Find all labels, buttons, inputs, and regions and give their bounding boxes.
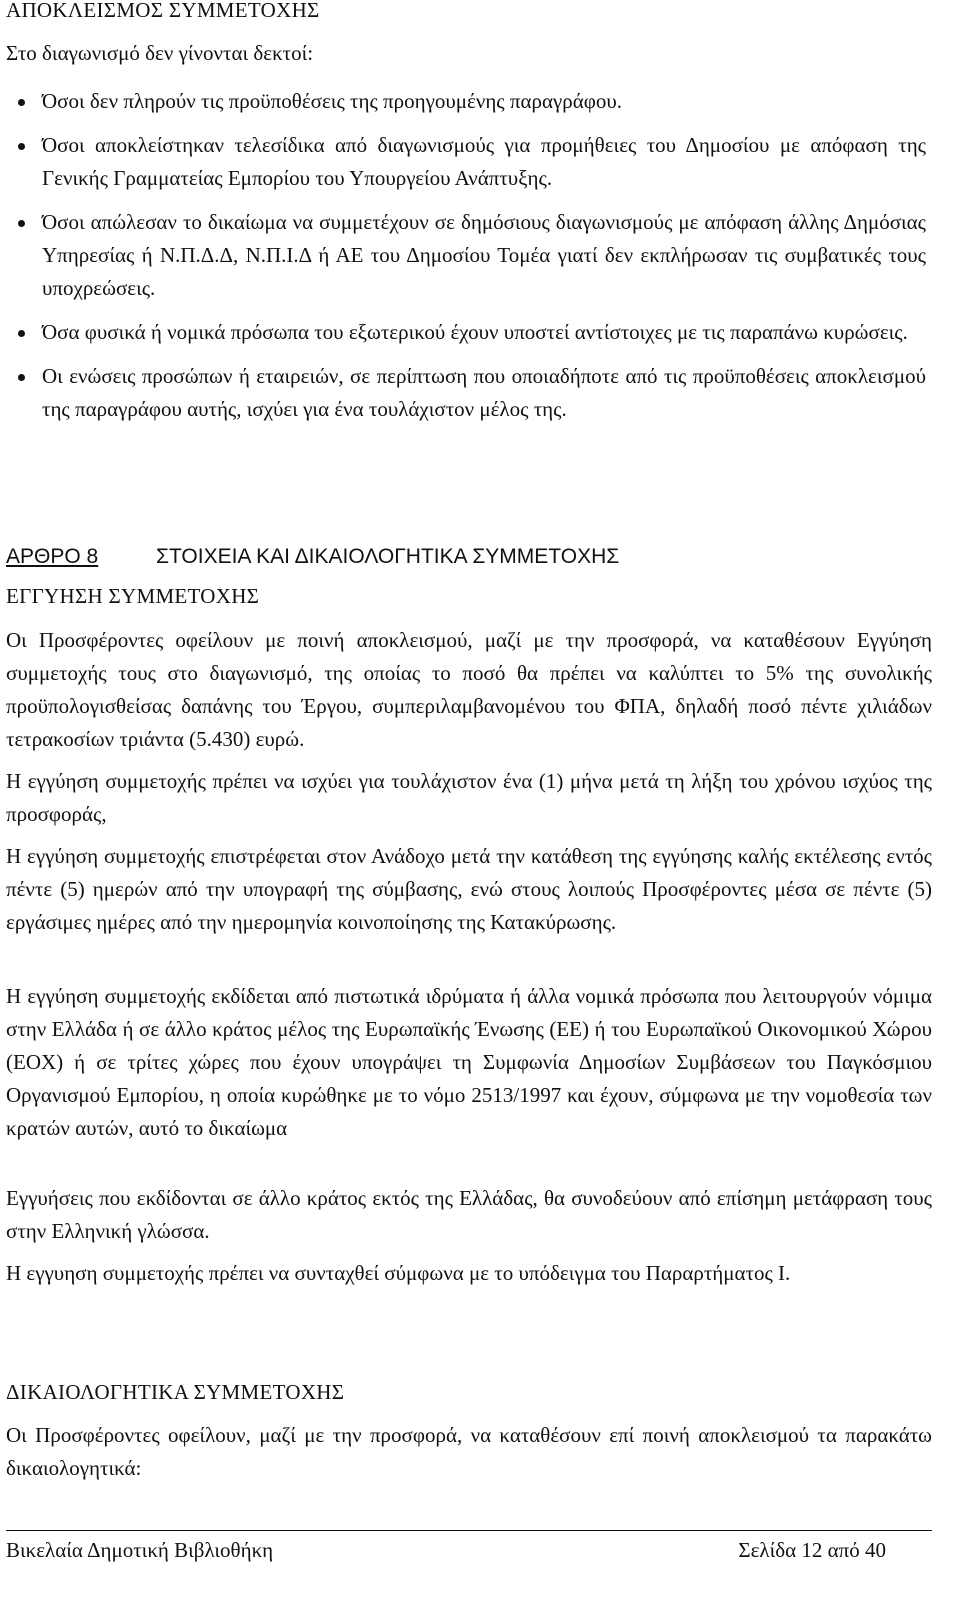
exclusion-bullet-list [0,85,960,437]
bullet-icon [18,220,25,227]
guarantee-paragraph: Εγγυήσεις που εκδίδονται σε άλλο κράτος εκτός της Ελλάδας, θα συνοδεύουν από επίσημη μετάφραση τους στην Ελληνική γλώσσα. [6,1186,932,1243]
documents-paragraph: Οι Προσφέροντες οφείλουν, μαζί με την προσφορά, να καταθέσουν επί ποινή αποκλεισμού τα παρακάτω δικαιολογητικά: [6,1423,932,1480]
exclusion-heading: ΑΠΟΚΛΕΙΣΜΟΣ ΣΥΜΜΕΤΟΧΗΣ [6,0,320,22]
bullet-icon [18,143,25,150]
guarantee-paragraph: Η εγγύηση συμμετοχής εκδίδεται από πιστωτικά ιδρύματα ή άλλα νομικά πρόσωπα που λειτουργούν νόμιμα στην Ελλάδα ή σε άλλο κράτος μέλος της Ευρωπαϊκής Ένωσης (ΕΕ) ή του Ευρωπαϊκού Οικονομικού Χώρου (ΕΟΧ) ή σε τρίτες χώρες που έχουν υπογράψει τη Συμφωνία Δημοσίων Συμβάσεων του Παγκόσμιου Οργανισμού Εμπορίου, η οποία κυρώθηκε με το νόμο 2513/1997 και έχουν, σύμφωνα με την νομοθεσία των κρατών αυτών, αυτό το δικαίωμα [6,984,932,1140]
bullet-icon [18,330,25,337]
article-title: ΣΤΟΙΧΕΙΑ ΚΑΙ ΔΙΚΑΙΟΛΟΓΗΤΙΚΑ ΣΥΜΜΕΤΟΧΗΣ [156,545,620,568]
list-item-text: Όσοι αποκλείστηκαν τελεσίδικα από διαγωνισμούς για προμήθειες του Δημοσίου με απόφαση της Γενικής Γραμματείας Εμπορίου του Υπουργείου Ανάπτυξης. [42,133,926,190]
list-item-text: Όσοι απώλεσαν το δικαίωμα να συμμετέχουν σε δημόσιους διαγωνισμούς με απόφαση άλλης Δημόσιας Υπηρεσίας ή Ν.Π.Δ.Δ, Ν.Π.Ι.Δ ή ΑΕ του Δημοσίου Τομέα γιατί δεν εκπλήρωσαν τις συμβατικές τους υποχρεώσεις. [42,210,926,300]
list-item [0,129,926,195]
list-item-text: Όσα φυσικά ή νομικά πρόσωπα του εξωτερικού έχουν υποστεί αντίστοιχες με τις παραπάνω κυρώσεις. [42,320,908,344]
guarantee-paragraph: Η εγγύηση συμμετοχής επιστρέφεται στον Ανάδοχο μετά την κατάθεση της εγγύησης καλής εκτέλεσης εντός πέντε (5) ημερών από την υπογραφή της σύμβασης, ενώ στους λοιπούς Προσφέροντες μέσα σε πέντε (5) εργάσιμες ημέρες από την ημερομηνία κοινοποίησης της Κατακύρωσης. [6,844,932,934]
documents-heading: ΔΙΚΑΙΟΛΟΓΗΤΙΚΑ ΣΥΜΜΕΤΟΧΗΣ [6,1380,345,1404]
list-item [0,85,926,118]
list-item-text: Όσοι δεν πληρούν τις προϋποθέσεις της προηγουμένης παραγράφου. [42,89,622,113]
bullet-icon [18,99,25,106]
list-item [0,360,926,426]
list-item-text: Οι ενώσεις προσώπων ή εταιρειών, σε περίπτωση που οποιαδήποτε από τις προϋποθέσεις αποκλεισμού της παραγράφου αυτής, ισχύει για ένα τουλάχιστον μέλος της. [42,364,926,421]
footer-divider [6,1530,932,1531]
footer-page-number: Σελίδα 12 από 40 [738,1538,886,1562]
article-heading [6,540,932,573]
list-item [0,206,926,305]
exclusion-intro: Στο διαγωνισμό δεν γίνονται δεκτοί: [6,41,314,65]
guarantee-heading: ΕΓΓΥΗΣΗ ΣΥΜΜΕΤΟΧΗΣ [6,584,260,608]
footer-library-name: Βικελαία Δημοτική Βιβλιοθήκη [6,1538,274,1562]
list-item [0,316,926,349]
guarantee-paragraph: Η εγγυηση συμμετοχής πρέπει να συνταχθεί σύμφωνα με το υπόδειγμα του Παραρτήματος Ι. [6,1261,791,1285]
guarantee-paragraph: Οι Προσφέροντες οφείλουν με ποινή αποκλεισμού, μαζί με την προσφορά, να καταθέσουν Εγγύηση συμμετοχής τους στο διαγωνισμό, της οποίας το ποσό θα πρέπει να καλύπτει το 5% της συνολικής προϋπολογισθείσας δαπάνης του Έργου, συμπεριλαμβανομένου του ΦΠΑ, δηλαδή ποσό πέντε χιλιάδων τετρακοσίων τριάντα (5.430) ευρώ. [6,628,932,751]
guarantee-paragraph: Η εγγύηση συμμετοχής πρέπει να ισχύει για τουλάχιστον ένα (1) μήνα μετά τη λήξη του χρόνου ισχύος της προσφοράς, [6,769,932,826]
article-number: ΑΡΘΡΟ 8 [6,545,99,568]
bullet-icon [18,374,25,381]
